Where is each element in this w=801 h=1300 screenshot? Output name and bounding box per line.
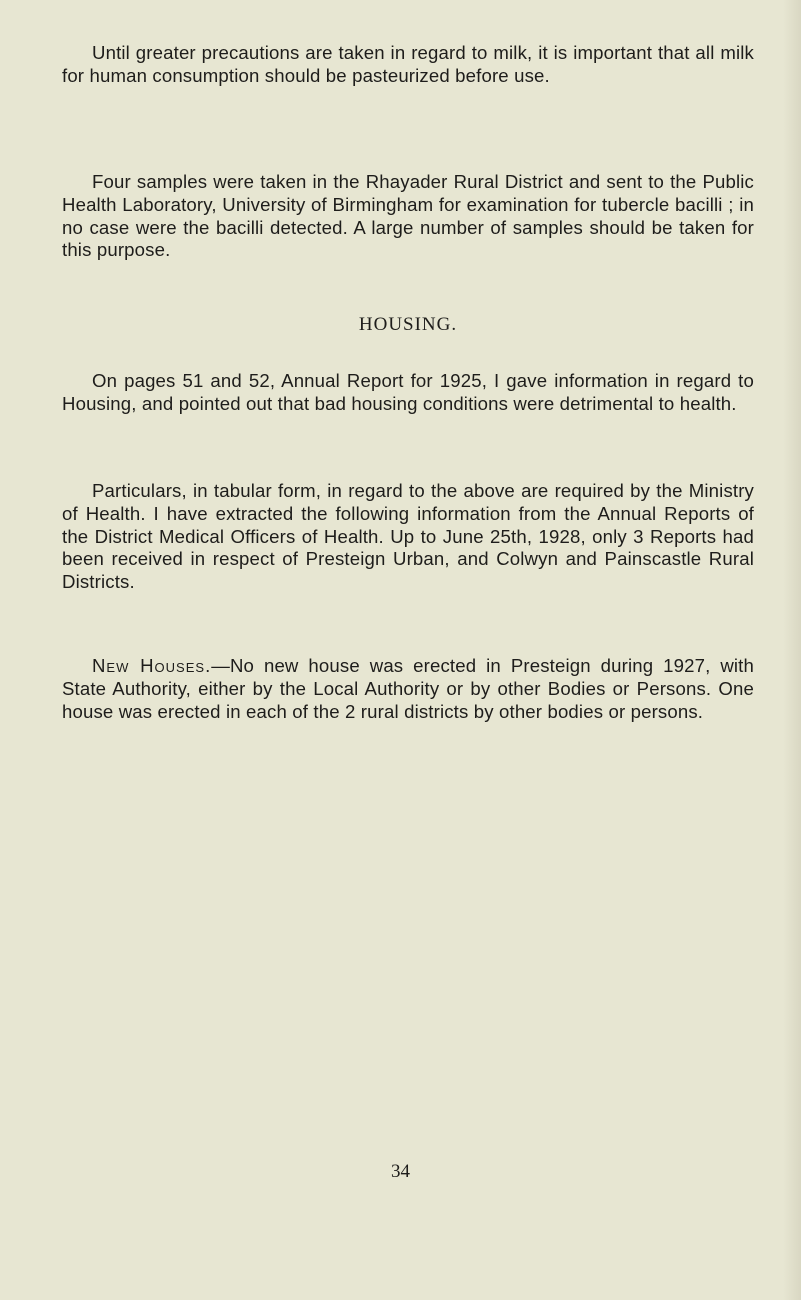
paragraph-samples: Four samples were taken in the Rhayader Rural District and sent to the Public Health Laboratory, University of Birmingham for examination for tubercle bacilli ; in no case were the bacilli detected. A large number of samples should be taken for this purpose. [62,171,754,261]
paragraph-particulars: Particulars, in tabular form, in regard to the above are required by the Ministry of Health. I have extracted the following information from the Annual Reports of the District Medical Officers of Health. Up to June 25th, 1928, only 3 Reports had been received in respect of Presteign Urban, and Colwyn and Painscastle Rural Districts. [62,480,754,593]
page-edge-shadow [783,0,801,1300]
new-houses-text: —No new house was erected in Presteign during 1927, with State Authority, either by the Local Authority or by other Bodies or Persons. One house was erected in each of the 2 rural districts by other bodies or persons. [62,655,754,722]
section-heading-housing: HOUSING. [358,314,458,335]
new-houses-label: New Houses. [92,655,212,676]
paragraph-housing-intro: On pages 51 and 52, Annual Report for 1925, I gave information in regard to Housing, and pointed out that bad housing conditions were detrimental to health. [62,370,754,414]
paragraph-new-houses [62,655,754,723]
paragraph-milk-precautions: Until greater precautions are taken in regard to milk, it is important that all milk for human consumption should be pasteurized before use. [62,42,754,86]
page-number: 34 [391,1161,410,1182]
